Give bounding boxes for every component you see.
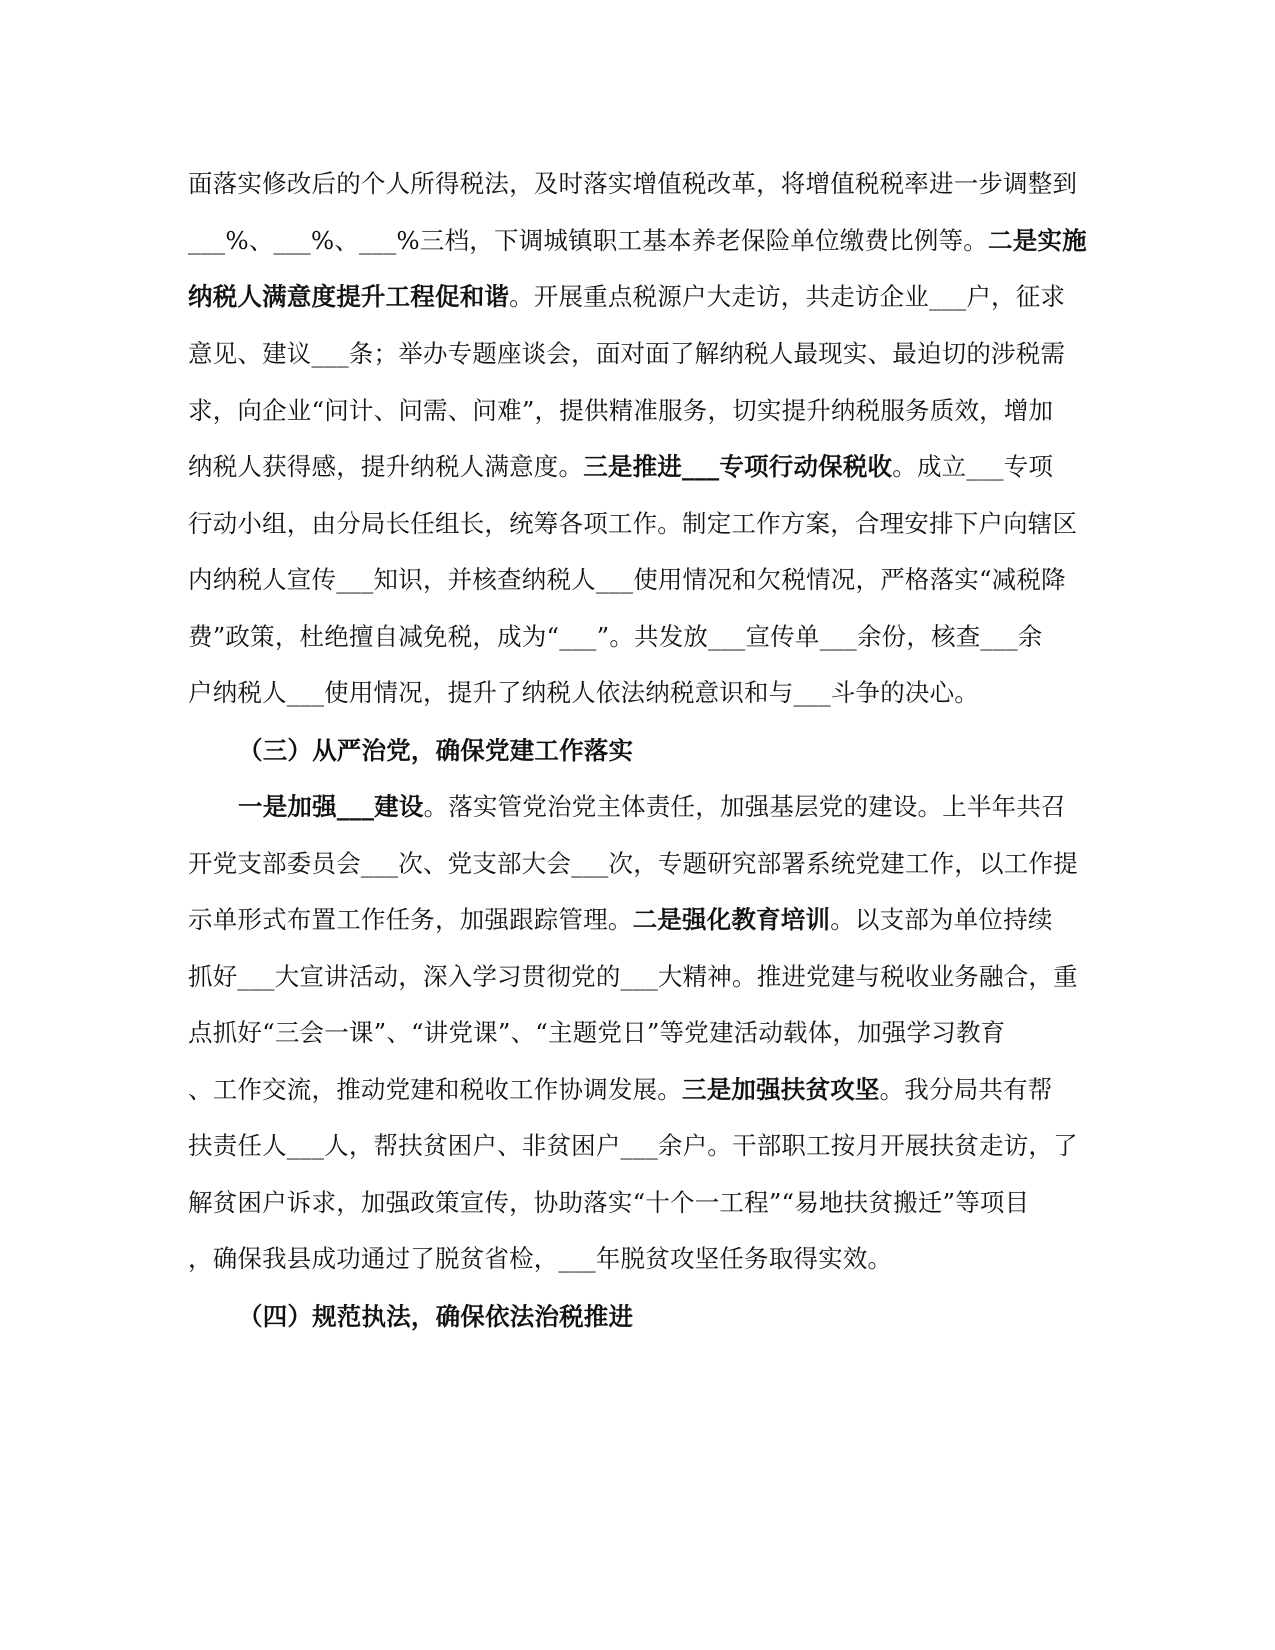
paragraph-line <box>188 334 1088 374</box>
text-run: ___%、___%、___%三档，下调城镇职工基本养老保险单位缴费比例等。 <box>188 226 988 255</box>
text-run: 户纳税人___使用情况，提升了纳税人依法纳税意识和与___斗争的决心。 <box>188 678 979 707</box>
paragraph-line <box>188 277 1088 317</box>
text-run: 。我分局共有帮 <box>879 1075 1053 1104</box>
paragraph-line <box>188 957 1088 997</box>
section-heading: （四）规范执法，确保依法治税推进 <box>238 1302 634 1331</box>
bold-text-run: 一是加强___建设 <box>238 792 424 821</box>
paragraph-line <box>188 1126 1088 1166</box>
bold-text-run: 纳税人满意度提升工程促和谐 <box>188 282 510 311</box>
text-run: 、工作交流，推动党建和税收工作协调发展。 <box>188 1075 682 1104</box>
text-run: 费”政策，杜绝擅自减免税，成为“___”。共发放___宣传单___余份，核查___余 <box>188 622 1043 651</box>
text-run: 。成立___专项 <box>892 452 1054 481</box>
bold-text-run: 二是强化教育培训 <box>632 905 831 934</box>
paragraph-line <box>188 560 1088 600</box>
text-run: 开党支部委员会___次、党支部大会___次，专题研究部署系统党建工作，以工作提 <box>188 849 1078 878</box>
paragraph-line <box>188 673 1088 713</box>
paragraph-line <box>188 221 1088 261</box>
text-run: 解贫困户诉求，加强政策宣传，协助落实“十个一工程”“易地扶贫搬迁”等项目 <box>188 1188 1030 1217</box>
bold-text-run: 三是加强扶贫攻坚 <box>682 1075 880 1104</box>
text-run: 。以支部为单位持续 <box>830 905 1053 934</box>
text-run: 内纳税人宣传___知识，并核查纳税人___使用情况和欠税情况，严格落实“减税降 <box>188 565 1066 594</box>
section-heading: （三）从严治党，确保党建工作落实 <box>238 736 634 765</box>
paragraph-line <box>188 1183 1088 1223</box>
text-run: 面落实修改后的个人所得税法，及时落实增值税改革，将增值税税率进一步调整到 <box>188 169 1078 198</box>
text-run: 。落实管党治党主体责任，加强基层党的建设。上半年共召 <box>423 792 1066 821</box>
text-run: 示单形式布置工作任务，加强跟踪管理。 <box>188 905 633 934</box>
text-run: 扶责任人___人，帮扶贫困户、非贫困户___余户。干部职工按月开展扶贫走访，了 <box>188 1131 1078 1160</box>
paragraph-line <box>188 1239 1088 1279</box>
text-run: ，确保我县成功通过了脱贫省检，___年脱贫攻坚任务取得实效。 <box>188 1244 893 1273</box>
text-run: 。开展重点税源户大走访，共走访企业___户，征求 <box>509 282 1066 311</box>
text-run: 抓好___大宣讲活动，深入学习贯彻党的___大精神。推进党建与税收业务融合，重 <box>188 962 1078 991</box>
paragraph-line <box>188 617 1088 657</box>
paragraph-line <box>188 844 1088 884</box>
paragraph-line <box>188 900 1088 940</box>
paragraph-line <box>188 1013 1088 1053</box>
paragraph-line <box>188 391 1088 431</box>
bold-text-run: 三是推进___专项行动保税收 <box>583 452 893 481</box>
bold-text-run: 二是实施 <box>988 226 1087 255</box>
text-run: 点抓好“三会一课”、“讲党课”、“主题党日”等党建活动载体，加强学习教育 <box>188 1018 1006 1047</box>
paragraph-line <box>188 164 1088 204</box>
paragraph-line <box>188 1070 1088 1110</box>
text-run: 行动小组，由分局长任组长，统筹各项工作。制定工作方案，合理安排下户向辖区 <box>188 509 1078 538</box>
paragraph-line <box>188 504 1088 544</box>
paragraph-line <box>188 447 1088 487</box>
paragraph-line <box>238 787 1138 827</box>
text-run: 求，向企业“问计、问需、问难”，提供精准服务，切实提升纳税服务质效，增加 <box>188 396 1054 425</box>
text-run: 纳税人获得感，提升纳税人满意度。 <box>188 452 584 481</box>
text-run: 意见、建议___条；举办专题座谈会，面对面了解纳税人最现实、最迫切的涉税需 <box>188 339 1066 368</box>
